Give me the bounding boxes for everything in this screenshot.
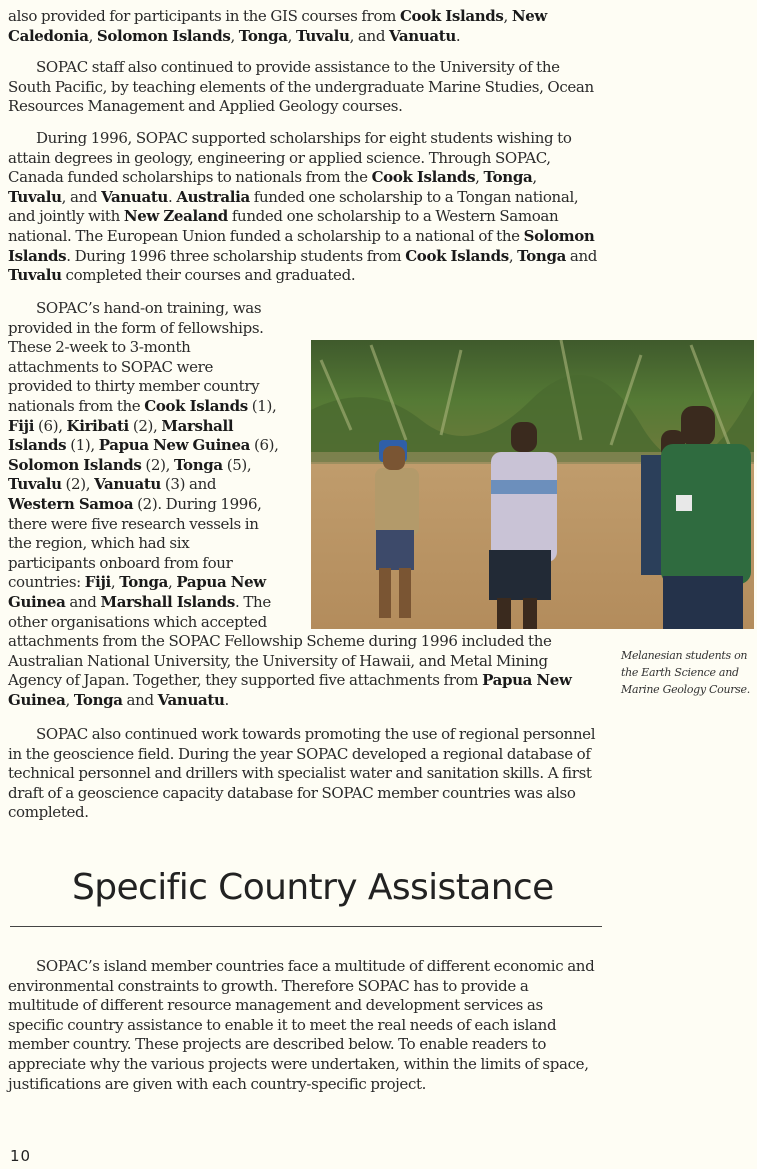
paragraph-scholarships: During 1996, SOPAC supported scholarships for eight students wishing to attain degrees in geology, engineering or applied science. Through SOPAC, Canada funded scholarships to nationals from the Cook Islands, Tonga, Tuvalu, and Vanuatu. Australia funded one scholarship to a Tongan national, and jointly with New Zealand funded one scholarship to a Western Samoan national. The European Union funded a scholarship to a national of the Solomon Islands. During 1996 three scholarship students from Cook Islands, Tonga and Tuvalu completed their courses and graduated. [8, 129, 598, 285]
paragraph-usp-assistance: SOPAC staff also continued to provide assistance to the University of the South Pacific, by teaching elements of the undergraduate Marine Studies, Ocean Resources Management and Applied Geology courses. [8, 58, 594, 116]
photo-caption: Melanesian students on the Earth Science and Marine Geology Course. [621, 649, 750, 696]
paragraph-regional-personnel: SOPAC also continued work towards promoting the use of regional personnel in the geoscience field. During the year SOPAC developed a regional database of technical personnel and drillers with specialist water and sanitation skills. A first draft of a geoscience capacity database for SOPAC member countries was also completed. [8, 725, 596, 822]
students-river-photo [311, 340, 754, 629]
paragraph-fellowships: SOPAC’s hand-on training, was provided in the form of fellowships. These 2-week to 3-month attachments to SOPAC were provided to thirty member country nationals from the Cook Islands (1), Fiji (6), Kiribati (2), Marshall Islands (1), Papua New Guinea (6), Solomon Islands (2), Tonga (5), Tuvalu (2), Vanuatu (3) and Western Samoa (2). During 1996, there were five research vessels in the region, which had six participants onboard from four countries: Fiji, Tonga, Papua New Guinea and Marshall Islands. The other organisations which accepted attachments from the SOPAC Fellowship Scheme during 1996 included the Australian National University, the University of Hawaii, and Metal Mining Agency of Japan. Together, they supported five attachments from Papua New Guinea, Tonga and Vanuatu. [8, 299, 598, 710]
paragraph-country-assistance: SOPAC’s island member countries face a multitude of different economic and environmental constraints to growth. Therefore SOPAC has to provide a multitude of different resource management and development services as specific country assistance to enable it to meet the real needs of each island member country. These projects are described below. To enable readers to appreciate why the various projects were undertaken, within the limits of space, justifications are given with each country-specific project. [8, 957, 595, 1093]
heading-rule [10, 926, 602, 927]
paragraph-gis-courses: also provided for participants in the GIS courses from Cook Islands, New Caledonia, Solomon Islands, Tonga, Tuvalu, and Vanuatu. [8, 7, 547, 45]
section-heading: Specific Country Assistance [72, 867, 554, 908]
page-number: 10 [10, 1147, 32, 1165]
